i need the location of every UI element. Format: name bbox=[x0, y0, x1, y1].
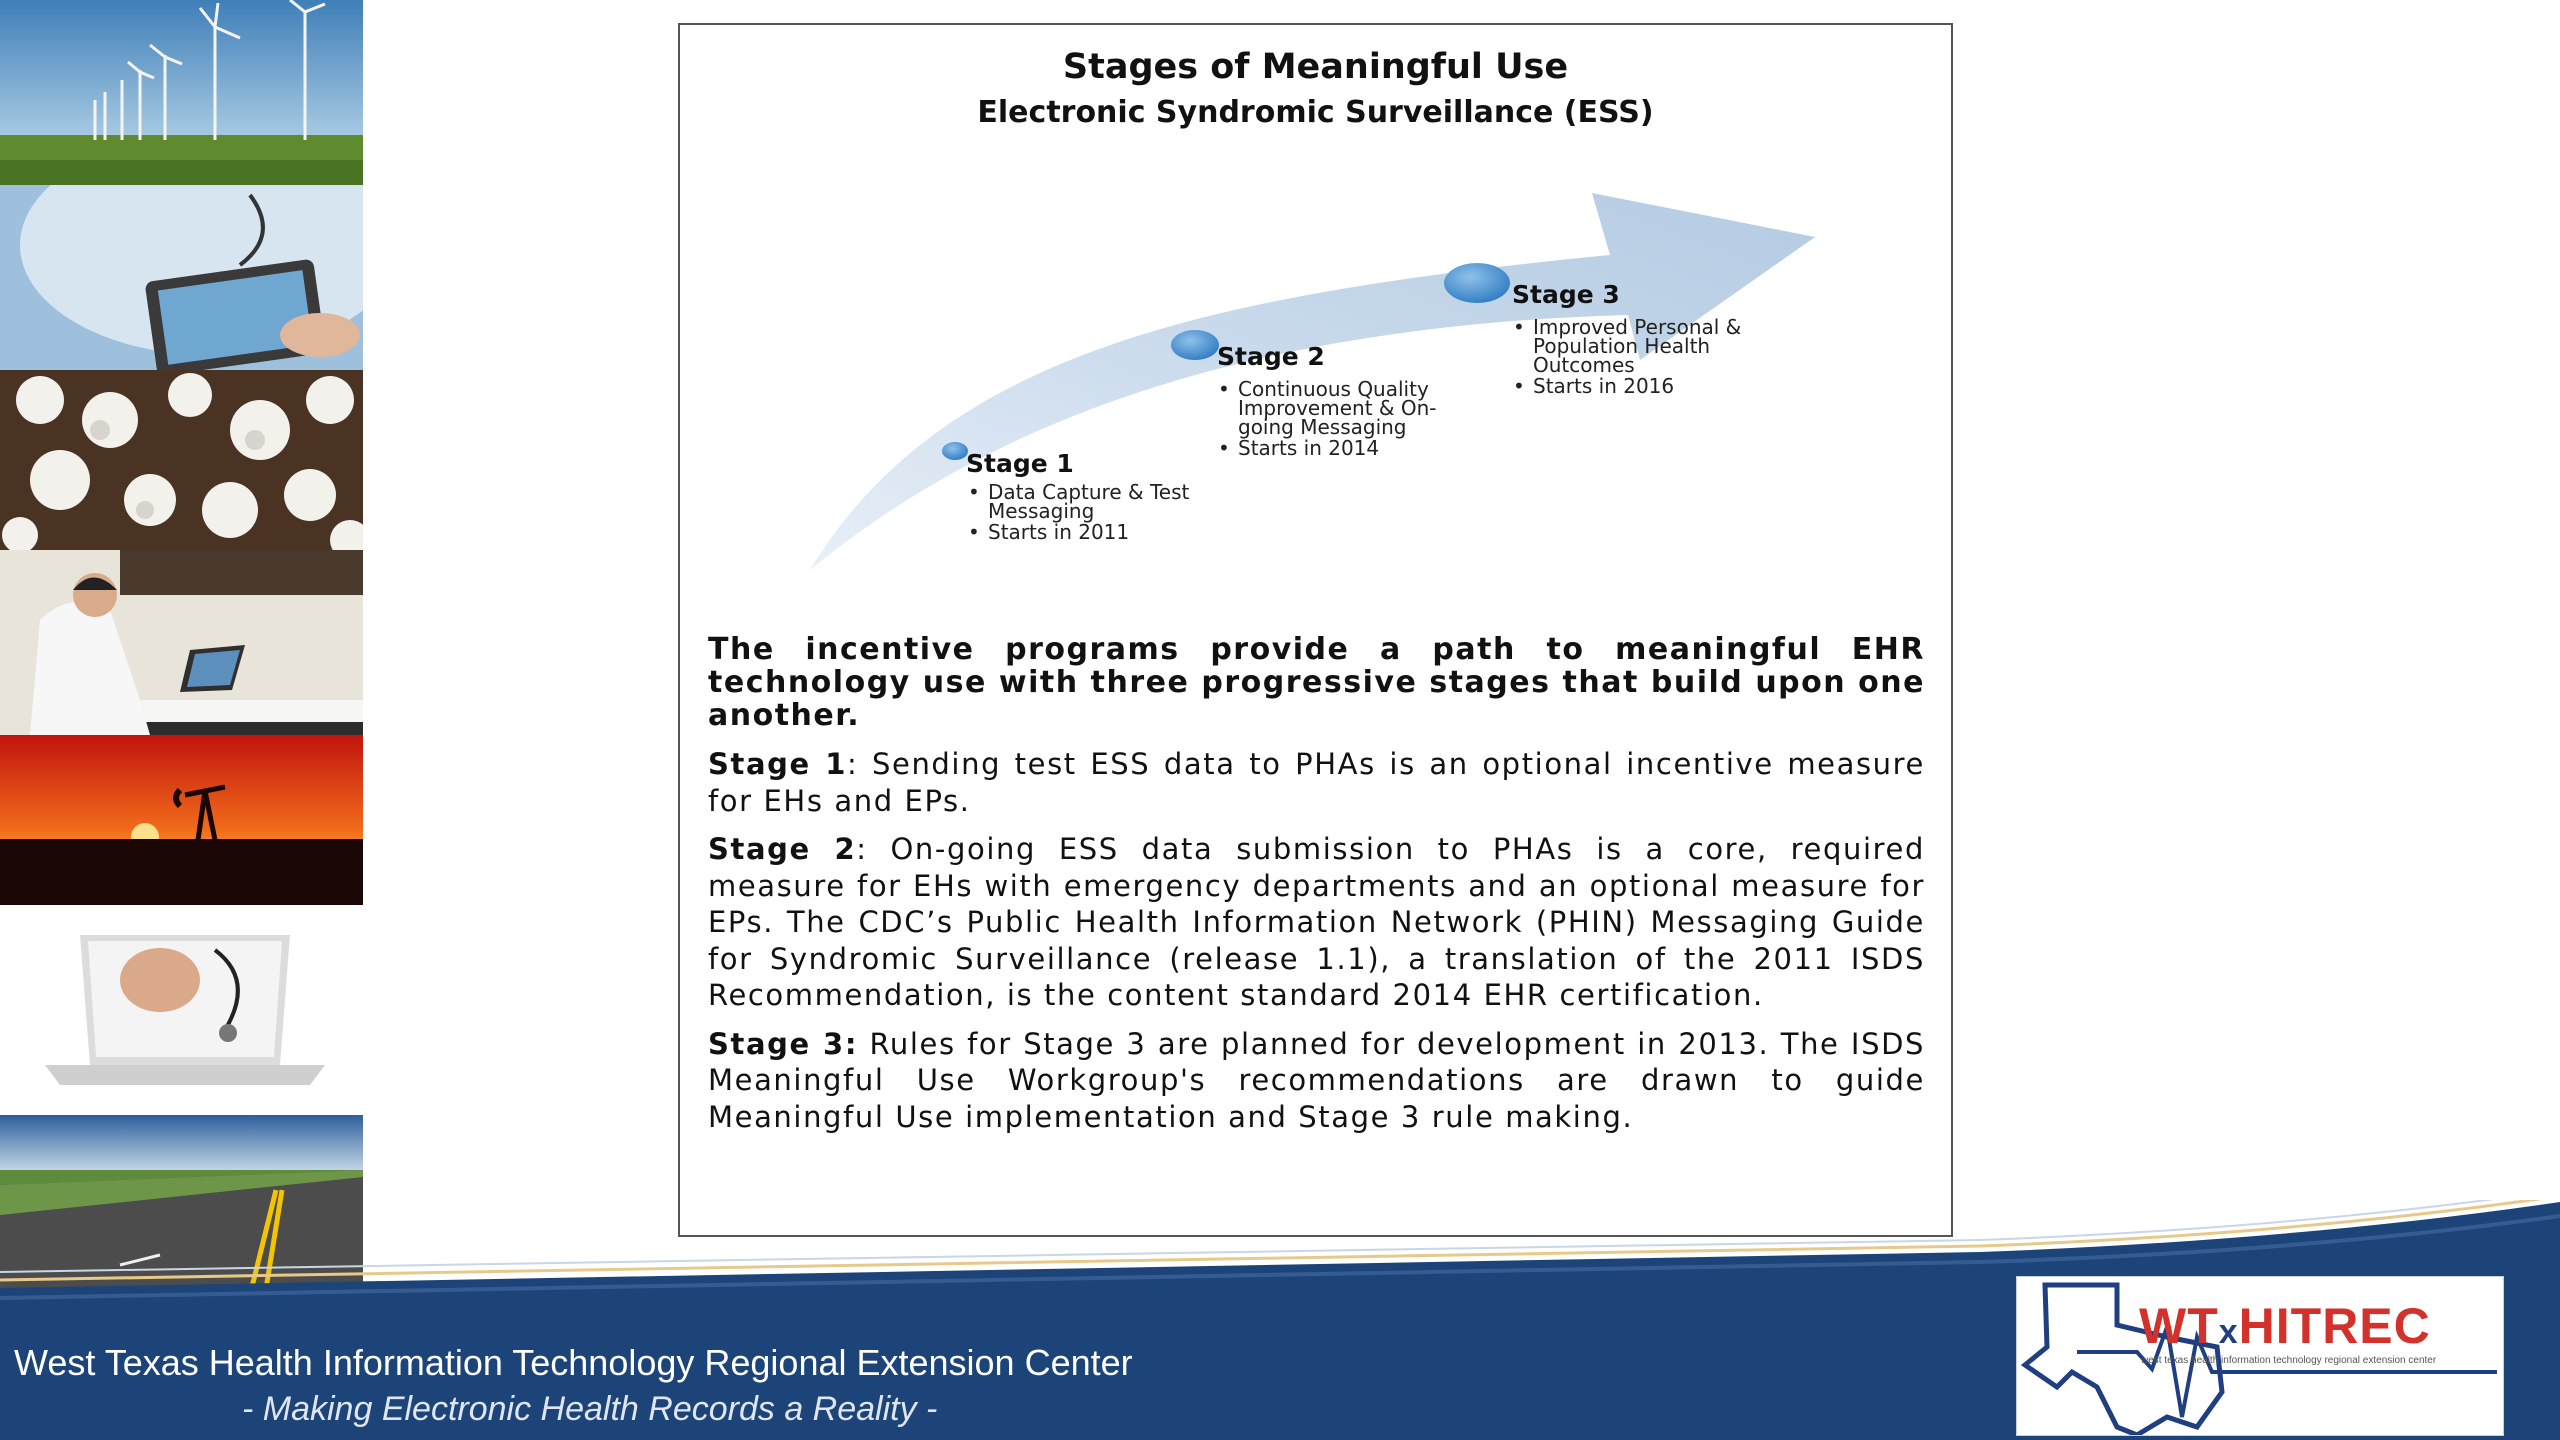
photo-oil-pump-sunset bbox=[0, 735, 363, 905]
stage-3-bullet: • Improved Personal & Population Health Outcomes bbox=[1533, 318, 1743, 375]
stage-2-label: Stage 2 bbox=[1217, 342, 1325, 371]
paragraph-lead: Stage 2 bbox=[708, 832, 857, 866]
logo-wt: WT bbox=[2139, 1298, 2219, 1354]
paragraph-separator: : bbox=[856, 832, 868, 866]
document-title: Stages of Meaningful Use bbox=[1062, 47, 1569, 87]
stage-1-bullet: • Data Capture & Test Messaging bbox=[988, 483, 1208, 521]
stage-2-bullets bbox=[1216, 377, 1448, 460]
intro-paragraph: The incentive programs provide a path to meaningful EHR technology use with three progressive stages that build upon one another. bbox=[708, 632, 1925, 733]
stage-3-label: Stage 3 bbox=[1512, 280, 1620, 309]
stage-1-paragraph bbox=[708, 746, 1925, 819]
paragraph-separator: : bbox=[847, 747, 859, 781]
paragraph-text: Sending test ESS data to PHAs is an optional incentive measure for EHs and EPs. bbox=[708, 747, 1925, 818]
stage-1-dot bbox=[942, 442, 968, 460]
footer-title: West Texas Health Information Technology Regional Extension Center bbox=[14, 1342, 1133, 1383]
stage-3-bullet: • Starts in 2016 bbox=[1533, 377, 1743, 396]
stage-2-bullet: • Continuous Quality Improvement & On-going Messaging bbox=[1238, 380, 1448, 437]
paragraph-text: On-going ESS data submission to PHAs is a core, required measure for EHs with emergency departments and an optional measure for EPs. The CDC’s Public Health Information Network (PHIN) Messaging Guide for Syndromic Surveillance (release 1.1), a translation of the 2011 ISDS Recommendation, is the content standard 2014 EHR certification. bbox=[708, 832, 1925, 1012]
document-body bbox=[708, 633, 1925, 1147]
logo-tagline: west texas health information technology regional extension center bbox=[2141, 1355, 2437, 1366]
logo-wordmark bbox=[2139, 1297, 2431, 1355]
stage-2-bullet: • Starts in 2014 bbox=[1238, 439, 1448, 458]
logo-hitrec: HITREC bbox=[2238, 1298, 2431, 1354]
photo-doctor-at-laptop bbox=[0, 550, 363, 735]
paragraph-lead: Stage 3: bbox=[708, 1026, 859, 1061]
stage-1-label: Stage 1 bbox=[966, 449, 1074, 478]
stage-3-dot bbox=[1444, 263, 1510, 303]
logo-x: x bbox=[2218, 1313, 2239, 1351]
wtxhitrec-logo bbox=[2016, 1276, 2504, 1436]
paragraph-text: Rules for Stage 3 are planned for development in 2013. The ISDS Meaningful Use Workgroup's recommendations are drawn to guide Meaningful Use implementation and Stage 3 rule making. bbox=[708, 1026, 1926, 1134]
photo-cotton-bolls bbox=[0, 370, 363, 550]
photo-laptop-stethoscope bbox=[0, 905, 363, 1115]
stage-3-bullets bbox=[1511, 315, 1743, 398]
photo-doctor-with-tablet bbox=[0, 185, 363, 370]
stage-3-paragraph bbox=[708, 1026, 1925, 1136]
stages-arrow-diagram bbox=[680, 25, 1955, 625]
meaningful-use-document bbox=[678, 23, 1953, 1237]
stage-2-paragraph bbox=[708, 831, 1925, 1014]
document-subtitle: Electronic Syndromic Surveillance (ESS) bbox=[977, 95, 1654, 130]
stage-1-bullets bbox=[966, 480, 1208, 544]
footer-tagline: - Making Electronic Health Records a Reality - bbox=[242, 1390, 938, 1428]
paragraph-lead: Stage 1 bbox=[708, 747, 848, 781]
stage-2-dot bbox=[1171, 330, 1219, 360]
stage-1-bullet: • Starts in 2011 bbox=[988, 523, 1208, 542]
photo-wind-turbines bbox=[0, 0, 363, 185]
